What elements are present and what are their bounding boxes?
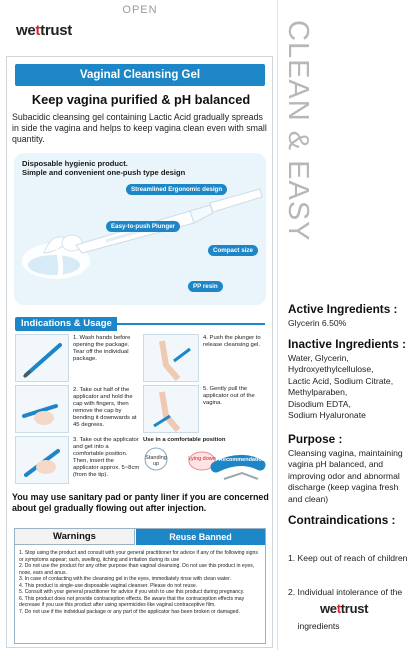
usage-note: You may use sanitary pad or panty liner if you are concerned about gel gradually flowing out after injection. (12, 492, 269, 513)
contraindication-line: 2. Individual intolerance of the (288, 587, 403, 598)
brand-text: trust (40, 22, 72, 39)
step-text: 3. Take out the applicator and get into a comfortable position. Then, insert the applicator approx. 5~8cm (from the tip). (73, 437, 140, 479)
reuse-banned-tab: Reuse Banned (136, 529, 265, 545)
warnings-list (19, 550, 263, 615)
warning-item: 4. This product is single-use disposable vaginal cleanser. Please do not reuse. (19, 582, 198, 589)
brand-text: we (16, 22, 36, 39)
step-text: 4. Push the plunger to release cleansing gel. (203, 335, 261, 349)
side-title-text: CLEAN & EASY (282, 20, 314, 242)
product-illustration (14, 153, 266, 305)
inactive-title: Inactive Ingredients : (288, 337, 406, 351)
inactive-line: Disodium EDTA, (288, 398, 351, 409)
purpose-line: improving odor and abnormal (288, 470, 400, 481)
brand-logo (320, 601, 368, 616)
active-text: Glycerin 6.50% (288, 318, 347, 328)
step-1-illustration (15, 334, 69, 382)
brand-logo (16, 22, 72, 39)
warning-item: 6. This product does not provide contraception effects. Be aware that the contraception effects may decrease if you use this product after using spermicides like vaginal contraceptive film. (19, 595, 245, 609)
inactive-line: Lactic Acid, Sodium Citrate, (288, 375, 394, 386)
product-caption: Simple and convenient one-push type design (22, 168, 186, 177)
active-title: Active Ingredients : (288, 302, 398, 316)
brand-text: trust (340, 601, 369, 616)
fold-divider (277, 0, 278, 650)
open-label: OPEN (122, 4, 158, 16)
product-title: Vaginal Cleansing Gel (15, 64, 265, 86)
purpose-list (288, 448, 413, 505)
contraindications-title: Contraindications : (288, 513, 396, 527)
side-title (282, 20, 316, 270)
position-lying: Lying down (188, 456, 216, 462)
warning-item: 1. Stop using the product and consult with your general practitioner for advice if any of the following signs or symptoms appear; rash, swelling, itching and irritation during its use (19, 550, 258, 563)
contraindication-line: ingredients (288, 621, 340, 632)
purpose-line: and clean) (288, 493, 329, 504)
feature-tag: Easy-to-push Plunger (106, 221, 180, 232)
inactive-list (288, 353, 413, 421)
purpose-title: Purpose : (288, 432, 343, 446)
inactive-line: Water, Glycerin, (288, 353, 349, 363)
brand-mark: t (336, 601, 341, 616)
step-5-illustration (143, 385, 199, 433)
hand-icon (16, 437, 70, 485)
contraindication-line: 1. Keep out of reach of children (288, 552, 408, 563)
purpose-line: Cleansing vagina, maintaining (288, 448, 403, 458)
warning-item: 3. In case of contacting with the cleansing gel in the eyes, immediately rinse with clean water. (19, 576, 232, 583)
body-icon (144, 335, 200, 383)
position-recommendation: Recommendation (218, 457, 266, 463)
hand-icon (16, 386, 70, 434)
inactive-line: Methylparaben, (288, 387, 348, 398)
warning-item: 5. Consult with your general practitioner for advice if you wish to use this product during pregnancy. (19, 589, 245, 596)
step-3-illustration (15, 436, 69, 484)
indications-title: Indications & Usage (15, 317, 117, 331)
product-caption: Disposable hygienic product. (22, 159, 128, 168)
step-2-illustration (15, 385, 69, 433)
brand-text: we (320, 601, 337, 616)
step-text: 2. Take out half of the applicator and hold the cap with fingers, then remove the cap by bending it downwards at 45 degrees. (73, 387, 137, 429)
purpose-line: vagina pH balanced, and (288, 459, 384, 470)
feature-tag: Compact size (208, 245, 258, 256)
warnings-tab: Warnings (15, 529, 135, 545)
position-standing: Standing up (145, 455, 167, 467)
section-rule (117, 323, 265, 325)
headline: Keep vagina purified & pH balanced (31, 92, 251, 107)
description: Subacidic cleansing gel containing Lactic Acid gradually spreads in side the vagina and helps to keep vagina clean even with small quantity. (12, 112, 267, 145)
brand-mark: t (35, 22, 41, 39)
contraindications-list (288, 530, 413, 644)
purpose-line: discharge (keep vagina fresh (288, 482, 399, 493)
feature-tag: PP resin (188, 281, 223, 292)
step-text: 5. Gently pull the applicator out of the vagina. (203, 386, 255, 407)
body-icon (144, 386, 200, 434)
warning-item: 7. Do not use if the individual package or any part of the applicator has been broken or damaged. (19, 608, 240, 615)
inactive-line: Sodium Hyaluronate (288, 410, 366, 421)
warning-item: 2. Do not use the product for any other purpose than vaginal cleansing. Do not use this product in eyes, nose, ears and anus. (19, 563, 255, 576)
step-4-illustration (143, 334, 199, 382)
inactive-line: Hydroxyethylcellulose, (288, 364, 374, 375)
comfort-title: Use in a comfortable position (143, 437, 226, 443)
step-text: 1. Wash hands before opening the package. Tear off the individual package. (73, 335, 131, 363)
applicator-icon (16, 335, 70, 383)
feature-tag: Streamlined Ergonomic design (126, 184, 227, 195)
